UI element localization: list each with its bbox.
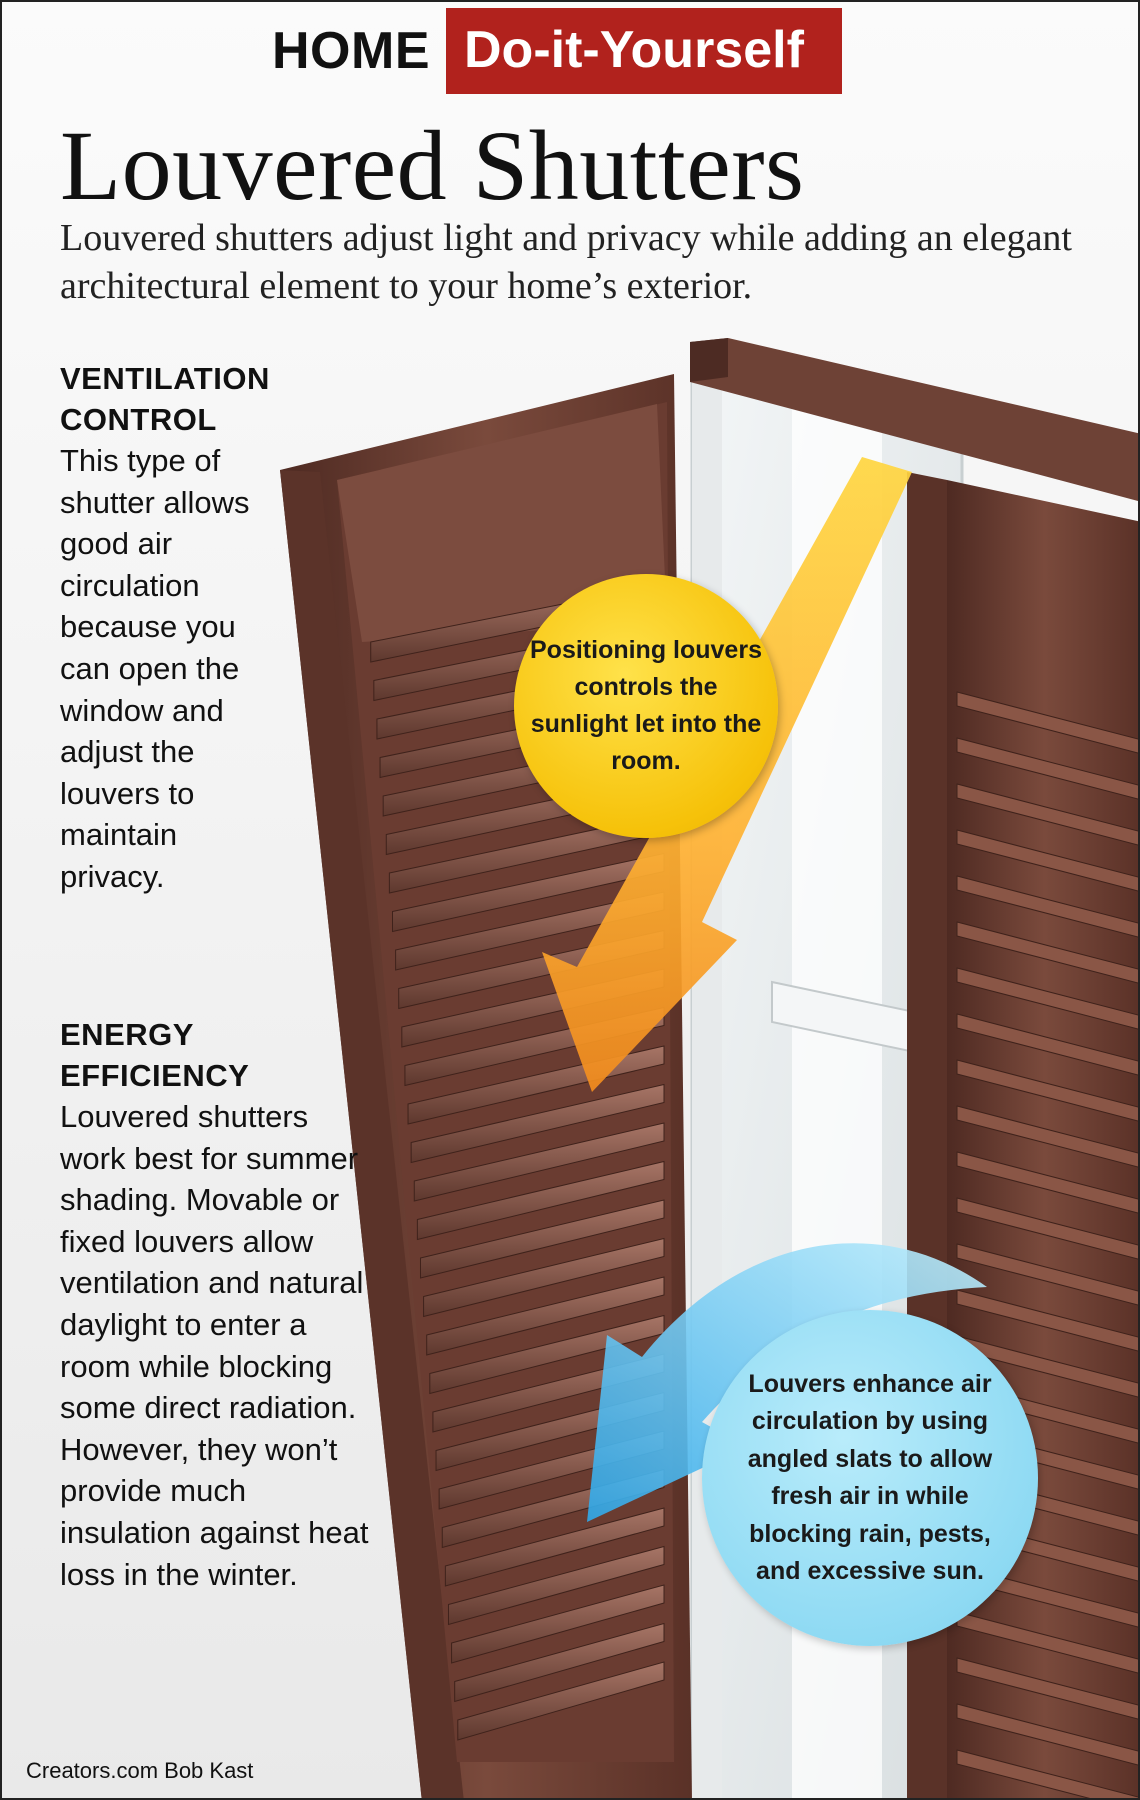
ventilation-heading: VENTILATION CONTROL (60, 361, 270, 437)
sunlight-callout-text: Positioning louvers controls the sunlight let into the room. (530, 636, 762, 775)
energy-section (60, 1014, 380, 1595)
air-callout-text: Louvers enhance air circulation by using angled slats to allow fresh air in while blocking rain, pests, and excessive sun. (747, 1369, 993, 1585)
page-subtitle: Louvered shutters adjust light and privacy while adding an elegant architectural element to your home’s exterior. (60, 217, 1072, 307)
air-circulation-callout (702, 1310, 1038, 1646)
masthead (272, 8, 842, 94)
credit-line: Creators.com Bob Kast (26, 1758, 254, 1783)
ventilation-section (60, 358, 290, 898)
energy-heading: ENERGY EFFICIENCY (60, 1017, 250, 1093)
home-label: HOME (272, 22, 430, 80)
energy-body: Louvered shutters work best for summer shading. Movable or fixed louvers allow ventilation and natural daylight to enter a room while blocking some direct radiation. However, they won’t provide much insulation against heat loss in the winter. (60, 1099, 369, 1592)
ventilation-body: This type of shutter allows good air circulation because you can open the window and adjust the louvers to maintain privacy. (60, 443, 250, 894)
do-it-yourself-banner: Do-it-Yourself (446, 8, 842, 94)
page-title: Louvered Shutters (60, 110, 805, 221)
sunlight-callout (514, 574, 778, 838)
